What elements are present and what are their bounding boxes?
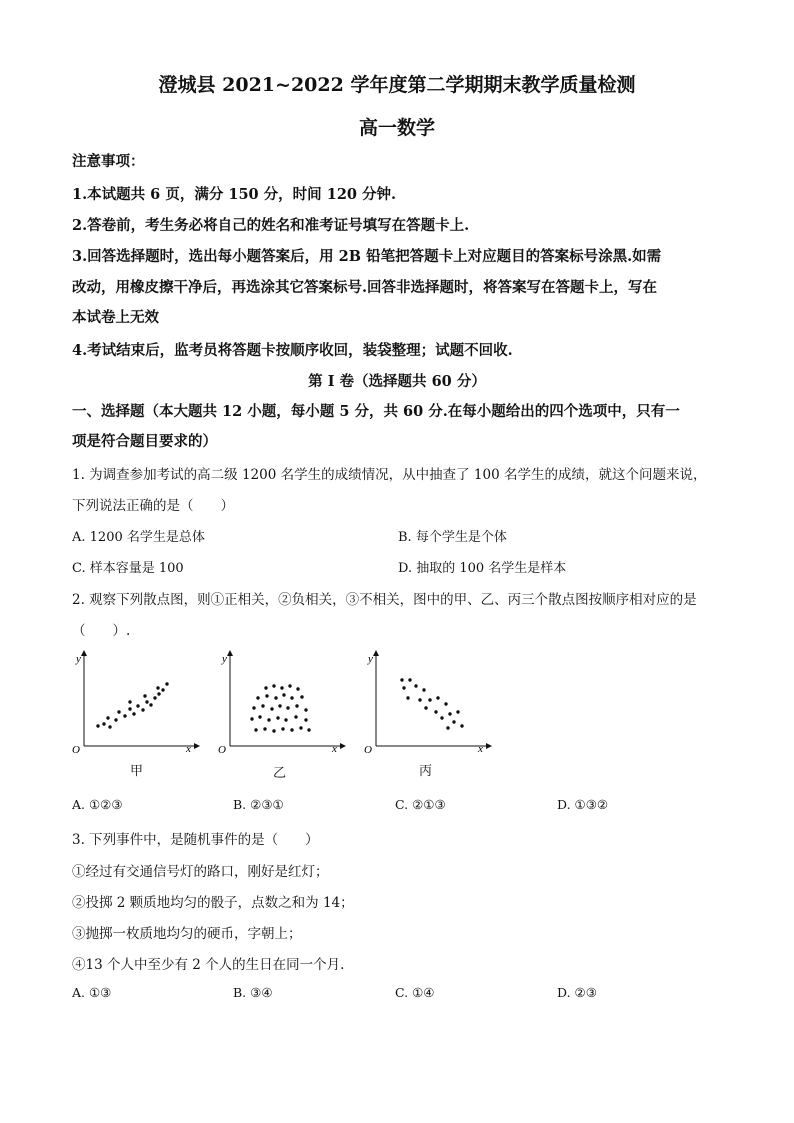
- notice-item: 2.答卷前，考生务必将自己的姓名和准考证号填写在答题卡上.: [72, 217, 470, 234]
- scatter-points: [400, 678, 463, 729]
- q3-option-d: D. ②③: [557, 985, 597, 1000]
- notice-item: 改动，用橡皮擦干净后，再选涂其它答案标号.回答非选择题时，将答案写在答题卡上，写在: [72, 279, 658, 296]
- q3-option-b: B. ③④: [233, 985, 273, 1000]
- q3-item: ①经过有交通信号灯的路口，刚好是红灯；: [72, 864, 329, 880]
- question-1-stem: 1. 为调查参加考试的高二级 1200 名学生的成绩情况，从中抽查了 100 名学生的成绩，就这个问题来说，: [72, 467, 707, 483]
- x-axis-label: x: [186, 743, 191, 755]
- notice-item: 1.本试题共 6 页，满分 150 分，时间 120 分钟.: [72, 186, 397, 203]
- question-3-stem: 3. 下列事件中，是随机事件的是（ ）: [72, 832, 319, 848]
- q3-option-a: A. ①③: [72, 985, 112, 1000]
- y-axis-arrow: [227, 650, 233, 656]
- scatter-plot-bing: [364, 648, 492, 756]
- q2-option-a: A. ①②③: [72, 797, 123, 812]
- y-axis-arrow: [81, 650, 87, 656]
- q3-item: ④13 个人中至少有 2 个人的生日在同一个月.: [72, 957, 345, 973]
- exam-title: 澄城县 2021~2022 学年度第二学期期末教学质量检测: [158, 74, 636, 96]
- question-1-stem: 下列说法正确的是（ ）: [72, 498, 234, 514]
- scatter-plot-yi: [218, 648, 346, 756]
- x-axis-label: x: [332, 743, 337, 755]
- y-axis-arrow: [373, 650, 379, 656]
- scatter-plot-jia: [72, 648, 200, 756]
- y-axis-label: y: [222, 653, 227, 665]
- q2-option-b: B. ②③①: [233, 797, 284, 812]
- plot-caption-yi: 乙: [273, 766, 287, 781]
- part-instructions: 一、选择题（本大题共 12 小题，每小题 5 分，共 60 分.在每小题给出的四个选项中，只有一: [72, 403, 680, 420]
- q2-option-d: D. ①③②: [557, 797, 609, 812]
- origin-label: O: [218, 744, 226, 756]
- q3-item: ③抛掷一枚质地均匀的硬币，字朝上；: [72, 926, 302, 942]
- q1-option-b: B. 每个学生是个体: [398, 530, 507, 545]
- y-axis-label: y: [76, 653, 81, 665]
- volume-title: 第 I 卷（选择题共 60 分）: [308, 373, 486, 390]
- q1-option-d: D. 抽取的 100 名学生是样本: [398, 561, 567, 576]
- scatter-points: [250, 684, 310, 732]
- y-axis-label: y: [368, 653, 373, 665]
- origin-label: O: [364, 744, 372, 756]
- exam-subject: 高一数学: [358, 117, 435, 139]
- q2-option-c: C. ②①③: [395, 797, 446, 812]
- x-axis-arrow: [194, 743, 200, 749]
- plot-caption-jia: 甲: [130, 764, 144, 779]
- question-2-stem: 2. 观察下列散点图，则①正相关，②负相关，③不相关，图中的甲、乙、丙三个散点图按顺序相对应的是: [72, 592, 697, 608]
- scatter-points: [96, 682, 168, 728]
- q1-option-c: C. 样本容量是 100: [72, 561, 184, 576]
- part-instructions: 项是符合题目要求的）: [72, 433, 217, 450]
- x-axis-label: x: [478, 743, 483, 755]
- notice-item: 4.考试结束后，监考员将答题卡按顺序收回，装袋整理；试题不回收.: [72, 342, 513, 359]
- q1-option-a: A. 1200 名学生是总体: [72, 530, 205, 545]
- plot-caption-bing: 丙: [419, 764, 433, 779]
- q3-item: ②投掷 2 颗质地均匀的骰子，点数之和为 14；: [72, 895, 354, 911]
- question-2-stem: （ ）.: [72, 623, 131, 639]
- x-axis-arrow: [340, 743, 346, 749]
- notice-heading: 注意事项：: [72, 153, 145, 170]
- notice-item: 3.回答选择题时，选出每小题答案后，用 2B 铅笔把答题卡上对应题目的答案标号涂黑.如需: [72, 248, 662, 265]
- origin-label: O: [72, 744, 80, 756]
- notice-item: 本试卷上无效: [72, 309, 159, 326]
- x-axis-arrow: [486, 743, 492, 749]
- q3-option-c: C. ①④: [395, 985, 435, 1000]
